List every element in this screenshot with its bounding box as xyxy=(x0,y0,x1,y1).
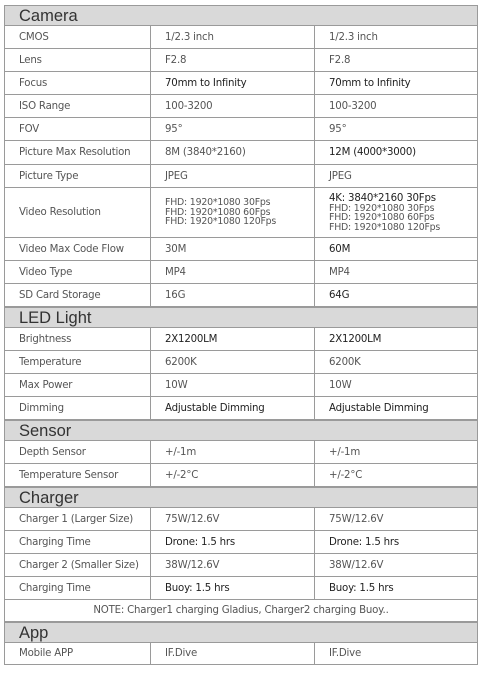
spec-value-line: 4K: 3840*2160 30Fps xyxy=(329,192,436,204)
table-row xyxy=(5,49,477,72)
spec-value: 30M xyxy=(151,238,315,260)
spec-value: 70mm to Infinity xyxy=(151,72,315,94)
spec-label: Charger 2 (Smaller Size) xyxy=(5,554,151,576)
spec-value: 100-3200 xyxy=(151,95,315,117)
spec-sheet xyxy=(4,5,478,665)
spec-value: JPEG xyxy=(329,170,352,182)
spec-table xyxy=(4,642,478,665)
spec-label: Focus xyxy=(5,72,151,94)
table-row xyxy=(5,508,477,531)
spec-value: +/-1m xyxy=(151,441,315,463)
table-row xyxy=(5,118,477,141)
table-row xyxy=(5,531,477,554)
spec-value: 16G xyxy=(151,284,315,306)
spec-value: 60M xyxy=(329,243,351,255)
spec-value: +/-2°C xyxy=(151,464,315,486)
spec-table xyxy=(4,25,478,307)
spec-value: 95° xyxy=(329,123,347,135)
spec-label: ISO Range xyxy=(5,95,151,117)
spec-value: F2.8 xyxy=(151,49,315,71)
table-row xyxy=(5,328,477,351)
spec-value: 38W/12.6V xyxy=(329,559,384,571)
spec-value: +/-2°C xyxy=(329,469,363,481)
spec-value: 38W/12.6V xyxy=(151,554,315,576)
spec-value-line: FHD: 1920*1080 120Fps xyxy=(329,221,441,233)
spec-label: Lens xyxy=(5,49,151,71)
spec-label: Temperature Sensor xyxy=(5,464,151,486)
spec-table xyxy=(4,507,478,622)
table-row xyxy=(5,261,477,284)
table-row xyxy=(5,238,477,261)
spec-value: 64G xyxy=(329,289,350,301)
spec-label: CMOS xyxy=(5,26,151,48)
table-row xyxy=(5,72,477,95)
table-row xyxy=(5,284,477,307)
spec-label: Charging Time xyxy=(5,577,151,599)
section-header-sensor: Sensor xyxy=(4,420,478,440)
table-row xyxy=(5,26,477,49)
spec-value: MP4 xyxy=(151,261,315,283)
spec-value: 6200K xyxy=(329,356,361,368)
table-row xyxy=(5,397,477,420)
spec-value: 6200K xyxy=(151,351,315,373)
spec-table xyxy=(4,440,478,487)
spec-value-line: FHD: 1920*1080 30Fps xyxy=(329,202,435,214)
spec-label: Video Resolution xyxy=(5,188,151,237)
spec-value-line: FHD: 1920*1080 120Fps xyxy=(165,216,277,228)
spec-value: +/-1m xyxy=(329,446,361,458)
spec-value: 12M (4000*3000) xyxy=(329,147,416,158)
spec-value: Buoy: 1.5 hrs xyxy=(151,577,315,599)
spec-value-line: FHD: 1920*1080 60Fps xyxy=(329,212,435,224)
spec-value: 95° xyxy=(151,118,315,140)
spec-value: 70mm to Infinity xyxy=(329,77,411,89)
spec-value: 2X1200LM xyxy=(151,328,315,350)
spec-value: 75W/12.6V xyxy=(329,513,384,525)
spec-label: Max Power xyxy=(5,374,151,396)
table-row xyxy=(5,188,477,238)
spec-label: Temperature xyxy=(5,351,151,373)
note-text: NOTE: Charger1 charging Gladius, Charger2 charging Buoy.. xyxy=(93,605,389,616)
spec-value: 10W xyxy=(151,374,315,396)
spec-value: Drone: 1.5 hrs xyxy=(151,531,315,553)
spec-value: JPEG xyxy=(151,165,315,187)
table-row xyxy=(5,441,477,464)
table-row xyxy=(5,351,477,374)
spec-value xyxy=(151,188,315,237)
spec-value xyxy=(315,188,477,237)
table-row xyxy=(5,554,477,577)
spec-value: IF.Dive xyxy=(151,643,315,664)
spec-value-line: FHD: 1920*1080 60Fps xyxy=(165,206,271,218)
spec-label: Picture Type xyxy=(5,165,151,187)
spec-value: MP4 xyxy=(329,266,350,278)
spec-value: 8M (3840*2160) xyxy=(151,141,315,164)
spec-label: Brightness xyxy=(5,328,151,350)
section-header-charger: Charger xyxy=(4,487,478,507)
table-row xyxy=(5,165,477,188)
spec-value: 1/2.3 inch xyxy=(329,31,378,43)
spec-value: 75W/12.6V xyxy=(151,508,315,530)
spec-label: FOV xyxy=(5,118,151,140)
spec-value: Adjustable Dimming xyxy=(151,397,315,419)
section-header-led-light: LED Light xyxy=(4,307,478,327)
table-row xyxy=(5,600,477,622)
spec-label: Charger 1 (Larger Size) xyxy=(5,508,151,530)
spec-label: Depth Sensor xyxy=(5,441,151,463)
section-header-camera: Camera xyxy=(4,5,478,25)
spec-value: F2.8 xyxy=(329,54,351,66)
spec-value: 100-3200 xyxy=(329,100,377,112)
spec-label: Video Type xyxy=(5,261,151,283)
table-row xyxy=(5,374,477,397)
table-row xyxy=(5,95,477,118)
section-header-app: App xyxy=(4,622,478,642)
spec-label: Picture Max Resolution xyxy=(5,141,151,164)
spec-value: IF.Dive xyxy=(329,648,362,659)
spec-value: Drone: 1.5 hrs xyxy=(329,536,400,548)
spec-value: 1/2.3 inch xyxy=(151,26,315,48)
spec-table xyxy=(4,327,478,420)
spec-value: Buoy: 1.5 hrs xyxy=(329,582,394,594)
table-row xyxy=(5,141,477,165)
spec-label: SD Card Storage xyxy=(5,284,151,306)
table-row xyxy=(5,643,477,665)
spec-value: Adjustable Dimming xyxy=(329,402,429,414)
spec-value: 2X1200LM xyxy=(329,333,382,345)
spec-value: 10W xyxy=(329,379,352,391)
spec-label: Mobile APP xyxy=(5,643,151,664)
spec-label: Charging Time xyxy=(5,531,151,553)
spec-label: Video Max Code Flow xyxy=(5,238,151,260)
table-row xyxy=(5,464,477,487)
table-row xyxy=(5,577,477,600)
spec-value-line: FHD: 1920*1080 30Fps xyxy=(165,197,271,209)
spec-label: Dimming xyxy=(5,397,151,419)
